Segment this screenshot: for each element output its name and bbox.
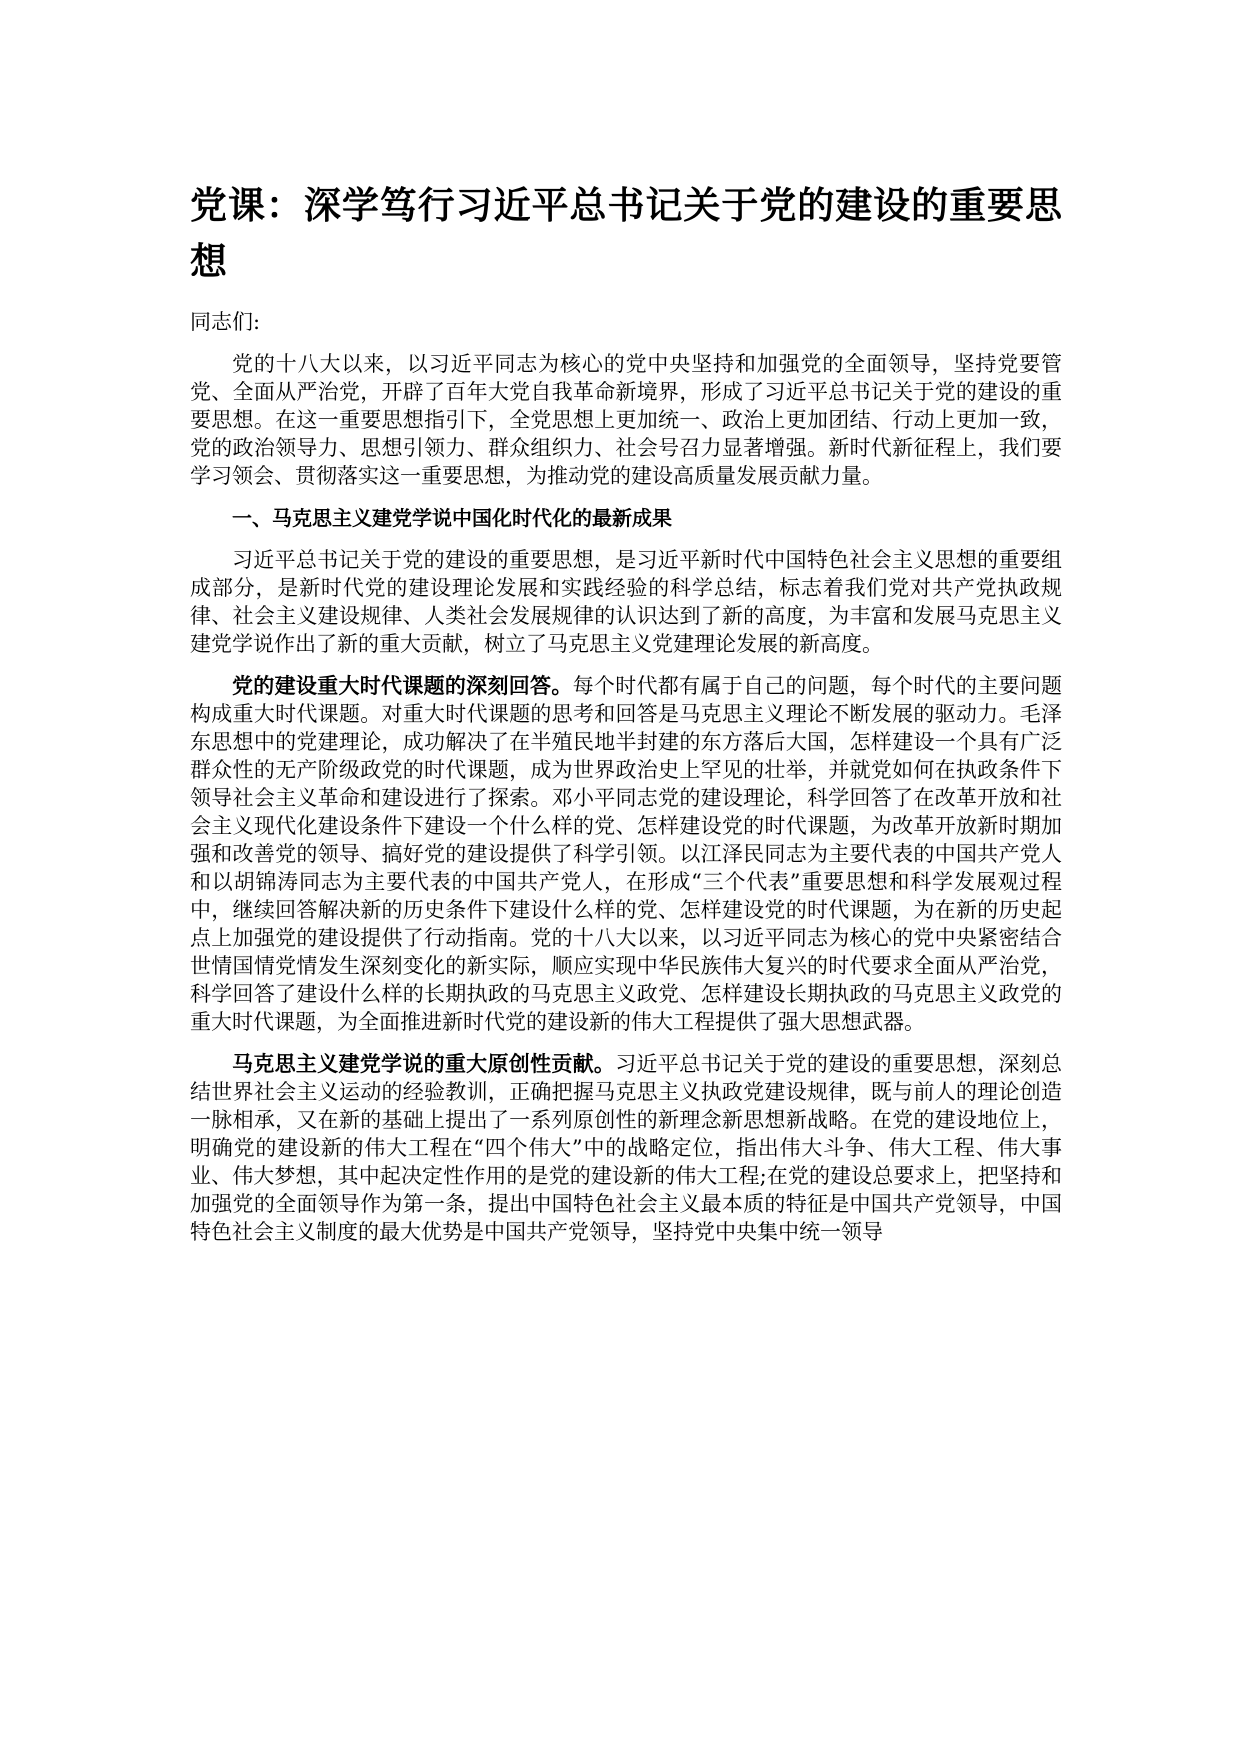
section-paragraph-2 [190,672,1062,1036]
document-body [190,178,1062,1260]
paragraph-body-text: 每个时代都有属于自己的问题，每个时代的主要问题构成重大时代课题。对重大时代课题的思考和回答是马克思主义理论不断发展的驱动力。毛泽东思想中的党建理论，成功解决了在半殖民地半封建的东方落后大国，怎样建设一个具有广泛群众性的无产阶级政党的时代课题，成为世界政治史上罕见的壮举，并就党如何在执政条件下领导社会主义革命和建设进行了探索。邓小平同志党的建设理论，科学回答了在改革开放和社会主义现代化建设条件下建设一个什么样的党、怎样建设党的时代课题，为改革开放新时期加强和改善党的领导、搞好党的建设提供了科学引领。以江泽民同志为主要代表的中国共产党人和以胡锦涛同志为主要代表的中国共产党人，在形成“三个代表”重要思想和科学发展观过程中，继续回答解决新的历史条件下建设什么样的党、怎样建设党的时代课题，为在新的历史起点上加强党的建设提供了行动指南。党的十八大以来，以习近平同志为核心的党中央紧密结合世情国情党情发生深刻变化的新实际，顺应实现中华民族伟大复兴的时代要求全面从严治党，科学回答了建设什么样的长期执政的马克思主义政党、怎样建设长期执政的马克思主义政党的重大时代课题，为全面推进新时代党的建设新的伟大工程提供了强大思想武器。 [190,674,1063,1034]
section-paragraph-3 [190,1050,1062,1246]
paragraph-lead-text: 马克思主义建党学说的重大原创性贡献。 [232,1052,616,1076]
paragraph-body-text: 习近平总书记关于党的建设的重要思想，深刻总结世界社会主义运动的经验教训，正确把握马克思主义执政党建设规律，既与前人的理论创造一脉相承，又在新的基础上提出了一系列原创性的新理念新思想新战略。在党的建设地位上，明确党的建设新的伟大工程在“四个伟大”中的战略定位，指出伟大斗争、伟大工程、伟大事业、伟大梦想，其中起决定性作用的是党的建设新的伟大工程;在党的建设总要求上，把坚持和加强党的全面领导作为第一条，提出中国特色社会主义最本质的特征是中国共产党领导，中国特色社会主义制度的最大优势是中国共产党领导，坚持党中央集中统一领导 [190,1052,1063,1244]
section-paragraph-1: 习近平总书记关于党的建设的重要思想，是习近平新时代中国特色社会主义思想的重要组成部分，是新时代党的建设理论发展和实践经验的科学总结，标志着我们党对共产党执政规律、社会主义建设规律、人类社会发展规律的认识达到了新的高度，为丰富和发展马克思主义建党学说作出了新的重大贡献，树立了马克思主义党建理论发展的新高度。 [190,548,1062,656]
salutation: 同志们: [190,310,261,334]
section-heading: 一、马克思主义建党学说中国化时代化的最新成果 [232,506,672,530]
document-title: 党课：深学笃行习近平总书记关于党的建设的重要思想 [190,184,1062,283]
paragraph-lead-text: 党的建设重大时代课题的深刻回答。 [232,674,573,698]
intro-paragraph: 党的十八大以来，以习近平同志为核心的党中央坚持和加强党的全面领导，坚持党要管党、全面从严治党，开辟了百年大党自我革命新境界，形成了习近平总书记关于党的建设的重要思想。在这一重要思想指引下，全党思想上更加统一、政治上更加团结、行动上更加一致，党的政治领导力、思想引领力、群众组织力、社会号召力显著增强。新时代新征程上，我们要学习领会、贯彻落实这一重要思想，为推动党的建设高质量发展贡献力量。 [190,352,1062,488]
